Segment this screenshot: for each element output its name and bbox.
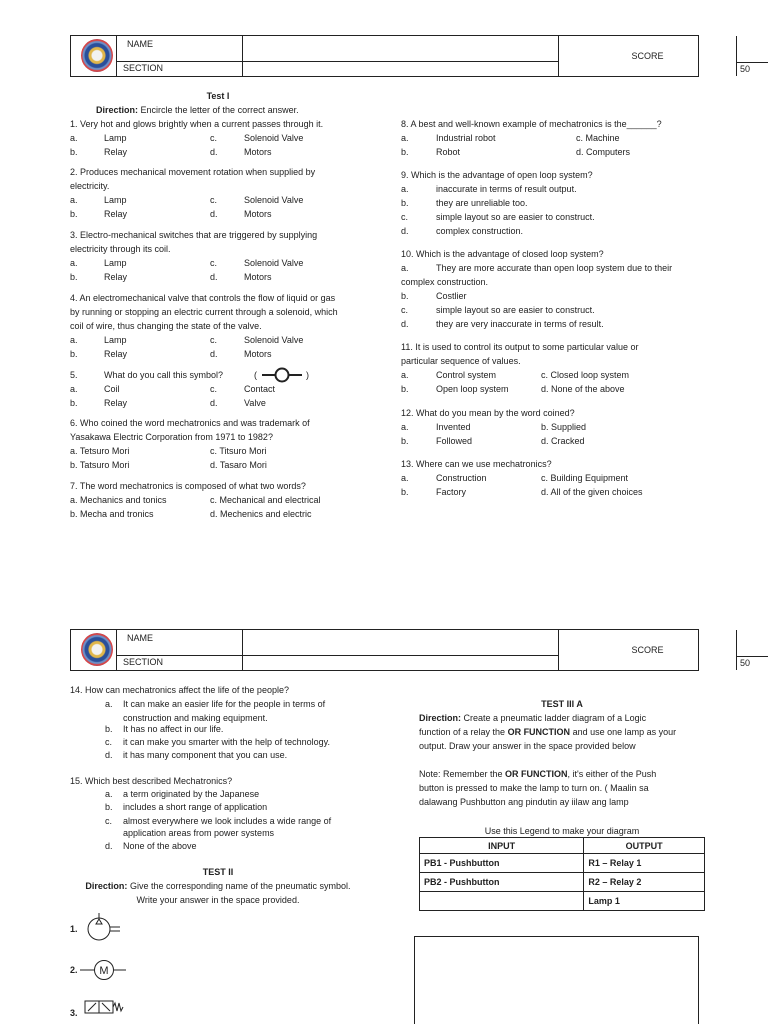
name-label: NAME bbox=[117, 630, 243, 656]
direction-label: Direction: bbox=[85, 881, 128, 891]
q4-b-letter[interactable]: b. bbox=[70, 349, 78, 359]
q5-open-paren: ( bbox=[254, 370, 257, 380]
q14-d-letter[interactable]: d. bbox=[105, 750, 113, 760]
q2-a-letter[interactable]: a. bbox=[70, 195, 78, 205]
q9-b-text: they are unreliable too. bbox=[436, 198, 528, 208]
q6-option-b[interactable]: b. Tatsuro Mori bbox=[70, 460, 130, 470]
q9-a-text: inaccurate in terms of result output. bbox=[436, 184, 577, 194]
legend-cell: Lamp 1 bbox=[584, 892, 705, 911]
q7-text: 7. The word mechatronics is composed of what two words? bbox=[70, 481, 306, 491]
q7-option-a[interactable]: a. Mechanics and tonics bbox=[70, 495, 167, 505]
q5-c-text: Contact bbox=[244, 384, 276, 394]
q6-line2: Yasakawa Electric Corporation from 1971 to 1982? bbox=[70, 432, 273, 442]
q14-c-letter[interactable]: c. bbox=[105, 737, 113, 747]
q15-c-text: almost everywhere we look includes a wide range of bbox=[123, 816, 332, 826]
q5-a-letter[interactable]: a. bbox=[70, 384, 78, 394]
q9-c-text: simple layout so are easier to construct. bbox=[436, 212, 595, 222]
q14-b-letter[interactable]: b. bbox=[105, 724, 113, 734]
score-total: 50 bbox=[737, 62, 768, 76]
name-field[interactable] bbox=[243, 36, 559, 62]
q3-b-letter[interactable]: b. bbox=[70, 272, 78, 282]
q10-c-letter[interactable]: c. bbox=[401, 305, 409, 315]
q4-line3: coil of wire, thus changing the state of the valve. bbox=[70, 321, 262, 331]
q15-a-letter[interactable]: a. bbox=[105, 789, 113, 799]
section-label: SECTION bbox=[117, 62, 243, 76]
test2-item-2-number: 2. bbox=[70, 965, 78, 975]
q15-c-text-cont: application areas from power systems bbox=[123, 828, 275, 838]
q14-a-text: It can make an easier life for the people in terms of bbox=[123, 699, 326, 709]
q7-option-c[interactable]: c. Mechanical and electrical bbox=[210, 495, 321, 505]
q3-a-text: Lamp bbox=[104, 258, 127, 268]
q15-a-text: a term originated by the Japanese bbox=[123, 789, 260, 799]
table-row bbox=[420, 892, 705, 911]
q2-b-text: Relay bbox=[104, 209, 128, 219]
q8-a-letter[interactable]: a. bbox=[401, 133, 409, 143]
table-row bbox=[420, 854, 705, 873]
legend-input-header: INPUT bbox=[420, 838, 584, 854]
q10-b-text: Costlier bbox=[436, 291, 467, 301]
q10-a-text-cont: complex construction. bbox=[401, 277, 489, 287]
q13-a-letter[interactable]: a. bbox=[401, 473, 409, 483]
note-text: , it's either of the Push bbox=[567, 769, 657, 779]
test2-direction bbox=[70, 879, 366, 893]
legend-table bbox=[419, 837, 705, 911]
q1-c-text: Solenoid Valve bbox=[244, 133, 304, 143]
direction-label: Direction: bbox=[419, 713, 462, 723]
q7-option-d[interactable]: d. Mechenics and electric bbox=[210, 509, 312, 519]
q9-b-letter[interactable]: b. bbox=[401, 198, 409, 208]
q1-text: 1. Very hot and glows brightly when a current passes through it. bbox=[70, 119, 324, 129]
q13-option-c[interactable]: c. Building Equipment bbox=[541, 473, 629, 483]
q9-c-letter[interactable]: c. bbox=[401, 212, 409, 222]
q5-d-letter[interactable]: d. bbox=[210, 398, 218, 408]
q3-d-letter[interactable]: d. bbox=[210, 272, 218, 282]
q6-option-d[interactable]: d. Tasaro Mori bbox=[210, 460, 267, 470]
q2-b-letter[interactable]: b. bbox=[70, 209, 78, 219]
test2-item-1-number: 1. bbox=[70, 924, 78, 934]
q5-d-text: Valve bbox=[244, 398, 266, 408]
q4-d-letter[interactable]: d. bbox=[210, 349, 218, 359]
q9-d-letter[interactable]: d. bbox=[401, 226, 409, 236]
q6-line1: 6. Who coined the word mechatronics and was trademark of bbox=[70, 418, 310, 428]
or-function-label: OR FUNCTION bbox=[505, 769, 568, 779]
q8-option-d[interactable]: d. Computers bbox=[576, 147, 631, 157]
q3-b-text: Relay bbox=[104, 272, 128, 282]
q4-line2: by running or stopping an electric current through a solenoid, which bbox=[70, 307, 338, 317]
q5-a-text: Coil bbox=[104, 384, 120, 394]
q6-option-a[interactable]: a. Tetsuro Mori bbox=[70, 446, 130, 456]
q12-b-text: Followed bbox=[436, 436, 473, 446]
legend-cell bbox=[420, 892, 584, 911]
direction-text: Encircle the letter of the correct answer. bbox=[138, 105, 299, 115]
q10-c-text: simple layout so are easier to construct. bbox=[436, 305, 595, 315]
score-total: 50 bbox=[737, 656, 768, 670]
table-row bbox=[420, 873, 705, 892]
legend-cell: R1 – Relay 1 bbox=[584, 854, 705, 873]
q5-number: 5. bbox=[70, 370, 78, 380]
test3a-note-line3: dalawang Pushbutton ang pindutin ay iilaw ang lamp bbox=[419, 797, 629, 807]
q5-b-letter[interactable]: b. bbox=[70, 398, 78, 408]
q2-c-text: Solenoid Valve bbox=[244, 195, 304, 205]
q4-a-text: Lamp bbox=[104, 335, 127, 345]
direction-text: Give the corresponding name of the pneumatic symbol. bbox=[127, 881, 351, 891]
q13-text: 13. Where can we use mechatronics? bbox=[401, 459, 552, 469]
test3a-direction-line1 bbox=[419, 711, 646, 725]
q1-b-letter[interactable]: b. bbox=[70, 147, 78, 157]
legend-caption: Use this Legend to make your diagram bbox=[484, 826, 640, 836]
q11-a-letter[interactable]: a. bbox=[401, 370, 409, 380]
solenoid-valve-symbol-icon bbox=[84, 998, 124, 1018]
q3-line2: electricity through its coil. bbox=[70, 244, 171, 254]
q1-a-text: Lamp bbox=[104, 133, 127, 143]
school-logo bbox=[81, 39, 113, 72]
q8-a-text: Industrial robot bbox=[436, 133, 496, 143]
section-field[interactable] bbox=[243, 62, 559, 76]
q2-a-text: Lamp bbox=[104, 195, 127, 205]
q13-b-text: Factory bbox=[436, 487, 467, 497]
q12-a-letter[interactable]: a. bbox=[401, 422, 409, 432]
header-table bbox=[70, 35, 751, 77]
q14-c-text: it can make you smarter with the help of technology. bbox=[123, 737, 330, 747]
q4-b-text: Relay bbox=[104, 349, 128, 359]
q10-b-letter[interactable]: b. bbox=[401, 291, 409, 301]
diagram-answer-box[interactable] bbox=[414, 936, 699, 1024]
q2-d-text: Motors bbox=[244, 209, 272, 219]
q15-d-letter[interactable]: d. bbox=[105, 841, 113, 851]
or-function-label: OR FUNCTION bbox=[507, 727, 571, 737]
legend-cell: PB1 - Pushbutton bbox=[420, 854, 584, 873]
q4-c-letter[interactable]: c. bbox=[210, 335, 218, 345]
q5-b-text: Relay bbox=[104, 398, 128, 408]
q13-b-letter[interactable]: b. bbox=[401, 487, 409, 497]
q8-b-text: Robot bbox=[436, 147, 461, 157]
school-logo bbox=[81, 633, 113, 666]
q5-close-paren: ) bbox=[306, 370, 309, 380]
q2-line1: 2. Produces mechanical movement rotation when supplied by bbox=[70, 167, 316, 177]
legend-output-header: OUTPUT bbox=[584, 838, 705, 854]
legend-cell: PB2 - Pushbutton bbox=[420, 873, 584, 892]
q5-text: What do you call this symbol? bbox=[104, 370, 224, 380]
q3-c-text: Solenoid Valve bbox=[244, 258, 304, 268]
name-field[interactable] bbox=[243, 630, 559, 656]
legend-cell: R2 – Relay 2 bbox=[584, 873, 705, 892]
test2-direction-line2: Write your answer in the space provided. bbox=[136, 895, 300, 905]
q4-d-text: Motors bbox=[244, 349, 272, 359]
q12-b-letter[interactable]: b. bbox=[401, 436, 409, 446]
q15-c-letter[interactable]: c. bbox=[105, 816, 113, 826]
q9-text: 9. Which is the advantage of open loop system? bbox=[401, 170, 593, 180]
direction-text: and use one lamp as your bbox=[570, 727, 677, 737]
q2-c-letter[interactable]: c. bbox=[210, 195, 218, 205]
q3-c-letter[interactable]: c. bbox=[210, 258, 218, 268]
section-label: SECTION bbox=[117, 656, 243, 670]
q1-d-letter[interactable]: d. bbox=[210, 147, 218, 157]
test1-title: Test I bbox=[206, 91, 230, 101]
test3a-title: TEST III A bbox=[541, 699, 583, 709]
test2-item-3-number: 3. bbox=[70, 1008, 78, 1018]
section-field[interactable] bbox=[243, 656, 559, 670]
q14-b-text: It has no affect in our life. bbox=[123, 724, 224, 734]
q4-c-text: Solenoid Valve bbox=[244, 335, 304, 345]
test3a-direction-line3: output. Draw your answer in the space provided below bbox=[419, 741, 636, 751]
q8-option-c[interactable]: c. Machine bbox=[576, 133, 620, 143]
q15-b-letter[interactable]: b. bbox=[105, 802, 113, 812]
logo-cell bbox=[71, 36, 117, 76]
test1-direction bbox=[96, 103, 299, 117]
q13-option-d[interactable]: d. All of the given choices bbox=[541, 487, 643, 497]
q3-line1: 3. Electro-mechanical switches that are triggered by supplying bbox=[70, 230, 318, 240]
q14-a-letter[interactable]: a. bbox=[105, 699, 113, 709]
q8-text: 8. A best and well-known example of mechatronics is the______? bbox=[401, 119, 662, 129]
q10-d-text: they are very inaccurate in terms of result. bbox=[436, 319, 604, 329]
q11-option-c[interactable]: c. Closed loop system bbox=[541, 370, 630, 380]
q1-a-letter[interactable]: a. bbox=[70, 133, 78, 143]
direction-text: function of a relay the bbox=[419, 727, 508, 737]
q14-text: 14. How can mechatronics affect the life of the people? bbox=[70, 685, 289, 695]
q10-a-letter[interactable]: a. bbox=[401, 263, 409, 273]
q6-option-c[interactable]: c. Titsuro Mori bbox=[210, 446, 267, 456]
q9-a-letter[interactable]: a. bbox=[401, 184, 409, 194]
score-label: SCORE bbox=[559, 630, 737, 670]
q1-b-text: Relay bbox=[104, 147, 128, 157]
direction-label: Direction: bbox=[96, 105, 139, 115]
q11-b-letter[interactable]: b. bbox=[401, 384, 409, 394]
motor-symbol-icon bbox=[80, 958, 128, 982]
test2-title: TEST II bbox=[202, 867, 234, 877]
q12-a-text: Invented bbox=[436, 422, 471, 432]
q11-line2: particular sequence of values. bbox=[401, 356, 521, 366]
q15-b-text: includes a short range of application bbox=[123, 802, 268, 812]
q4-a-letter[interactable]: a. bbox=[70, 335, 78, 345]
q1-c-letter[interactable]: c. bbox=[210, 133, 218, 143]
logo-cell bbox=[71, 630, 117, 670]
q14-a-text-cont: construction and making equipment. bbox=[123, 713, 268, 723]
test3a-direction-line2 bbox=[419, 725, 676, 739]
q4-line1: 4. An electromechanical valve that controls the flow of liquid or gas bbox=[70, 293, 336, 303]
direction-text: Create a pneumatic ladder diagram of a Logic bbox=[461, 713, 647, 723]
note-text: Note: Remember the bbox=[419, 769, 506, 779]
q1-d-text: Motors bbox=[244, 147, 272, 157]
q11-option-d[interactable]: d. None of the above bbox=[541, 384, 625, 394]
q2-line2: electricity. bbox=[70, 181, 110, 191]
q3-a-letter[interactable]: a. bbox=[70, 258, 78, 268]
q10-a-text: They are more accurate than open loop system due to their bbox=[436, 263, 673, 273]
legend-header-row bbox=[420, 838, 705, 854]
q5-c-letter[interactable]: c. bbox=[210, 384, 218, 394]
test3a-note-line2: button is pressed to make the lamp to turn on. ( Maalin sa bbox=[419, 783, 649, 793]
test3a-note-line1 bbox=[419, 767, 656, 781]
q13-a-text: Construction bbox=[436, 473, 487, 483]
header-table-2 bbox=[70, 629, 751, 671]
q3-d-text: Motors bbox=[244, 272, 272, 282]
pneumatic-compressor-symbol-icon bbox=[84, 910, 124, 944]
q10-d-letter[interactable]: d. bbox=[401, 319, 409, 329]
q12-text: 12. What do you mean by the word coined? bbox=[401, 408, 575, 418]
q2-d-letter[interactable]: d. bbox=[210, 209, 218, 219]
q15-d-text: None of the above bbox=[123, 841, 197, 851]
q11-a-text: Control system bbox=[436, 370, 497, 380]
q12-option-d[interactable]: d. Cracked bbox=[541, 436, 585, 446]
q14-d-text: it has many component that you can use. bbox=[123, 750, 288, 760]
q8-b-letter[interactable]: b. bbox=[401, 147, 409, 157]
q11-line1: 11. It is used to control its output to some particular value or bbox=[401, 342, 639, 352]
q11-b-text: Open loop system bbox=[436, 384, 509, 394]
q10-text: 10. Which is the advantage of closed loop system? bbox=[401, 249, 604, 259]
score-label: SCORE bbox=[559, 36, 737, 76]
q12-option-c[interactable]: b. Supplied bbox=[541, 422, 587, 432]
q9-d-text: complex construction. bbox=[436, 226, 524, 236]
q15-text: 15. Which best described Mechatronics? bbox=[70, 776, 233, 786]
name-label: NAME bbox=[117, 36, 243, 62]
motor-letter: M bbox=[99, 965, 109, 977]
q7-option-b[interactable]: b. Mecha and tronics bbox=[70, 509, 154, 519]
